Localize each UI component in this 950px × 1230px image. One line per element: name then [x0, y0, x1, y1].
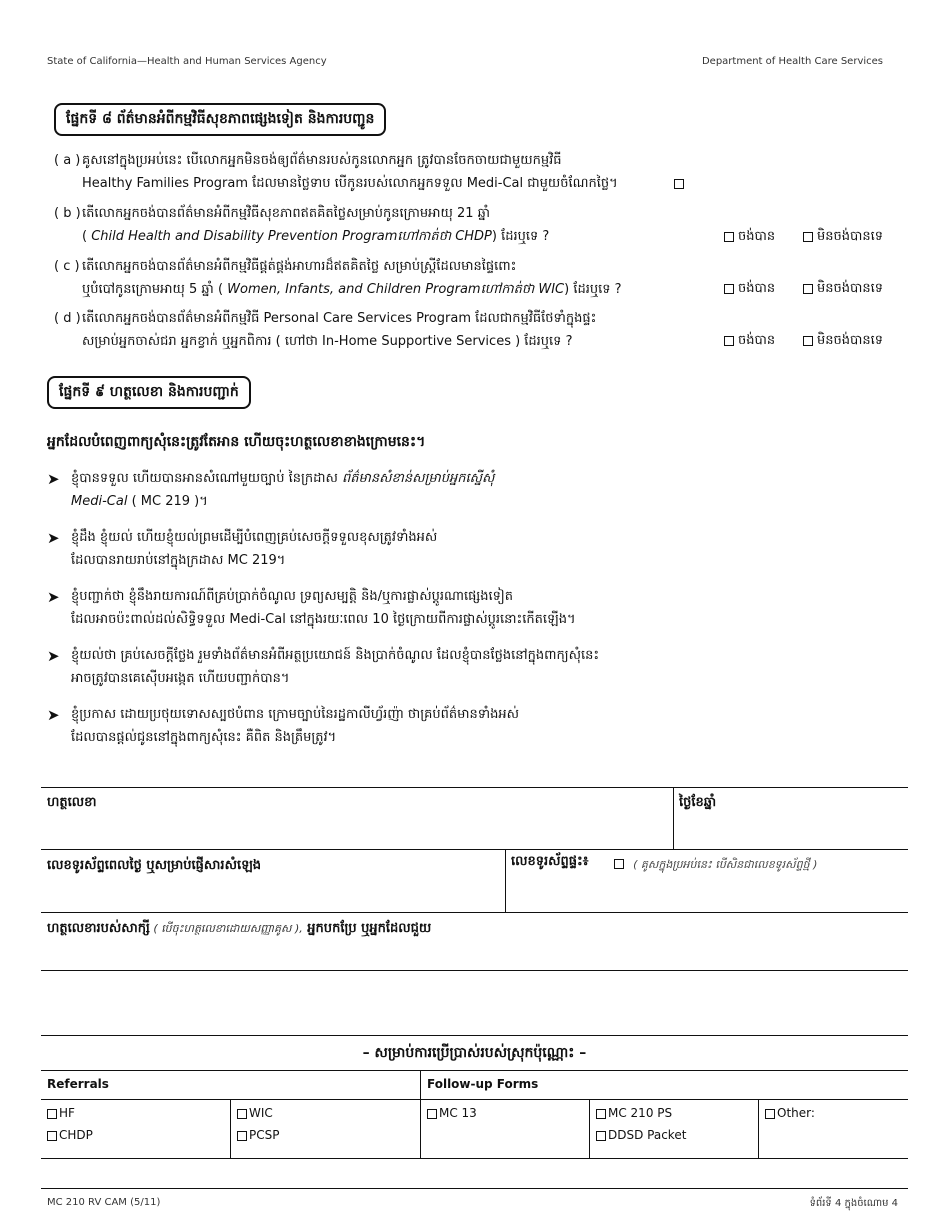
section9-title: ផ្នែកទី ៩ ហត្ថលេខា និងការបញ្ជាក់	[47, 376, 251, 409]
form-rule-4	[41, 970, 908, 971]
wic-label: WIC	[249, 1106, 273, 1120]
question-d-line2: សម្រាប់អ្នកចាស់ជរា អ្នកខ្វាក់ ឬអ្នកពិការ ( ហៅថា In-Home Supportive Services ) ដែរឬទេ ?	[82, 334, 573, 349]
form-divider	[673, 787, 674, 849]
day-phone-field[interactable]	[42, 878, 502, 910]
question-a-line2: Healthy Families Program ដែលមានថ្លៃទាប បើកូនរបស់លោកអ្នកទទួល Medi-Cal ជាមួយចំណែកថ្លៃ។	[82, 176, 618, 191]
arrow-icon: ➤	[47, 706, 60, 724]
question-c-yes-checkbox[interactable]	[724, 284, 734, 294]
form-rule-2	[41, 849, 908, 850]
question-b	[54, 203, 914, 247]
question-b-italic: Child Health and Disability Prevention Programហៅកាត់ថា CHDP	[87, 229, 492, 244]
no-label: មិនចង់បានទេ	[817, 281, 884, 296]
question-c-yes[interactable]	[724, 280, 775, 299]
wic-checkbox[interactable]	[237, 1109, 247, 1119]
interpreter-label: អ្នកបកប្រែ ឬអ្នកដែលជួយ	[302, 921, 432, 936]
county-rule-3	[41, 1099, 908, 1100]
form-rule-3	[41, 912, 908, 913]
page-number: ទំព័រទី 4 ក្នុងចំណោម 4	[809, 1198, 898, 1209]
no-label: មិនចង់បានទេ	[817, 229, 884, 244]
statement-1-text: ខ្ញុំបានទទួល ហើយបានអានសំណៅមួយច្បាប់ នៃក្រដាស	[71, 471, 343, 486]
question-c	[54, 256, 914, 300]
statement-5-line2: ដែលបានផ្តល់ជូននៅក្នុងពាក្យសុំនេះ គឺពិត និងត្រឹមត្រូវ។	[71, 730, 337, 745]
question-d	[54, 308, 914, 352]
other-checkbox[interactable]	[765, 1109, 775, 1119]
followup-label: Follow-up Forms	[427, 1077, 539, 1091]
question-d-label: ( d )	[54, 311, 81, 326]
county-rule-2	[41, 1070, 908, 1071]
other-label: Other:	[777, 1106, 815, 1120]
home-phone-label: លេខទូរស័ព្ទផ្ទះ៖	[511, 854, 589, 869]
county-divider	[230, 1099, 231, 1158]
question-a-label: ( a )	[54, 153, 81, 168]
form-top-rule	[41, 787, 908, 788]
ddsd-option[interactable]	[596, 1128, 686, 1142]
question-b-yes[interactable]	[724, 228, 775, 247]
yes-label: ចង់បាន	[738, 281, 776, 296]
question-d-line1: តើលោកអ្នកចង់បានព័ត៌មានអំពីកម្មវិធី Personal Care Services Program ដែលជាកម្មវិធីថែទាំក្នុងផ្ទះ	[82, 311, 597, 326]
form-divider	[505, 849, 506, 912]
statement-4	[47, 645, 907, 689]
chdp-checkbox[interactable]	[47, 1131, 57, 1141]
county-use-title: – សម្រាប់ការប្រើប្រាស់របស់ស្រុកប៉ុណ្ណោះ –	[362, 1045, 587, 1061]
signature-field[interactable]	[42, 812, 670, 847]
question-d-no[interactable]	[803, 332, 883, 351]
arrow-icon: ➤	[47, 647, 60, 665]
signature-label: ហត្ថលេខា	[47, 795, 97, 810]
ddsd-checkbox[interactable]	[596, 1131, 606, 1141]
question-a-line1: គូសនៅក្នុងប្រអប់នេះ បើលោកអ្នកមិនចង់ឲ្យព័ត៌មានរបស់កូនលោកអ្នក ត្រូវបានចែកចាយជាមួយកម្មវិធី	[82, 153, 562, 168]
question-c-post: ) ដែរឬទេ ?	[564, 282, 622, 297]
witness-note: ( បើចុះហត្ថលេខាដោយសញ្ញាគូស ),	[149, 922, 303, 935]
new-number-checkbox[interactable]	[614, 859, 624, 869]
question-b-line1: តើលោកអ្នកចង់បានព័ត៌មានអំពីកម្មវិធីសុខភាពឥតគិតថ្លៃសម្រាប់កូនក្រោមអាយុ 21 ឆ្នាំ	[82, 206, 491, 221]
question-d-no-checkbox[interactable]	[803, 336, 813, 346]
mc210ps-label: MC 210 PS	[608, 1106, 673, 1120]
question-b-no[interactable]	[803, 228, 883, 247]
statement-3-line2: ដែលអាចប៉ះពាល់ដល់សិទ្ធិទទួល Medi-Cal នៅក្នុងរយៈពេល 10 ថ្ងៃក្រោយពីការផ្លាស់ប្តូរនោះកើតឡើង។	[71, 612, 576, 627]
section8-title: ផ្នែកទី ៨ ព័ត៌មានអំពីកម្មវិធីសុខភាពផ្សេងទៀត និងការបញ្ជូន	[54, 103, 386, 136]
ddsd-label: DDSD Packet	[608, 1128, 687, 1142]
statement-3	[47, 586, 907, 630]
mc13-option[interactable]	[427, 1106, 477, 1120]
question-b-no-checkbox[interactable]	[803, 232, 813, 242]
county-divider	[420, 1070, 421, 1158]
county-divider	[589, 1099, 590, 1158]
question-c-no-checkbox[interactable]	[803, 284, 813, 294]
question-d-yes-checkbox[interactable]	[724, 336, 734, 346]
county-top-rule	[41, 1035, 908, 1036]
statement-4-line2: អាចត្រូវបានគេស៊ើបអង្កេត ហើយបញ្ជាក់បាន។	[71, 671, 290, 686]
pcsp-label: PCSP	[249, 1128, 280, 1142]
yes-label: ចង់បាន	[738, 229, 776, 244]
statement-4-line1: ខ្ញុំយល់ថា គ្រប់សេចក្តីថ្លែង រួមទាំងព័ត៌មានអំពីអត្ថប្រយោជន៍ និងប្រាក់ចំណូល ដែលខ្ញុំបានថ្លែងនៅក្នុងពាក្យសុំនេះ	[71, 648, 600, 663]
question-b-yes-checkbox[interactable]	[724, 232, 734, 242]
chdp-label: CHDP	[59, 1128, 93, 1142]
question-a	[54, 150, 914, 194]
county-divider	[758, 1099, 759, 1158]
date-field[interactable]	[676, 812, 906, 847]
question-d-yes[interactable]	[724, 332, 775, 351]
home-phone-field[interactable]	[508, 878, 906, 910]
statement-5	[47, 704, 907, 748]
question-c-italic: Women, Infants, and Children Programហៅកាត់ថា WIC	[223, 282, 565, 297]
chdp-option[interactable]	[47, 1128, 93, 1142]
yes-label: ចង់បាន	[738, 333, 776, 348]
referrals-label: Referrals	[47, 1077, 109, 1091]
question-c-line1: តើលោកអ្នកចង់បានព័ត៌មានអំពីកម្មវិធីផ្គត់ផ្គង់អាហារដ៏ឥតគិតថ្លៃ សម្រាប់ស្ត្រីដែលមានផ្ទៃពោះ	[82, 259, 517, 274]
hf-checkbox[interactable]	[47, 1109, 57, 1119]
statement-3-line1: ខ្ញុំបញ្ជាក់ថា ខ្ញុំនឹងរាយការណ៍ពីគ្រប់ប្រាក់ចំណូល ទ្រព្យសម្បត្តិ និង/ឬការផ្លាស់ប្តូរណាផ្សេងទៀត	[71, 589, 513, 604]
question-b-label: ( b )	[54, 206, 81, 221]
question-a-checkbox[interactable]	[674, 179, 684, 189]
footer-rule	[41, 1188, 908, 1189]
question-c-pre: ឬបំបៅកូនក្រោមអាយុ 5 ឆ្នាំ (	[82, 282, 224, 297]
statement-1-medi-cal: Medi-Cal	[71, 494, 128, 509]
statement-2-line1: ខ្ញុំដឹង ខ្ញុំយល់ ហើយខ្ញុំយល់ព្រមដើម្បីបំពេញគ្រប់សេចក្តីទទួលខុសត្រូវទាំងអស់	[71, 530, 438, 545]
statement-1	[47, 468, 907, 512]
no-label: មិនចង់បានទេ	[817, 333, 884, 348]
hf-option[interactable]	[47, 1106, 75, 1120]
arrow-icon: ➤	[47, 529, 60, 547]
statement-2	[47, 527, 907, 571]
county-bottom-rule	[41, 1158, 908, 1159]
section9-intro: អ្នកដែលបំពេញពាក្យសុំនេះត្រូវតែអាន ហើយចុះហត្ថលេខាខាងក្រោមនេះ។	[47, 434, 426, 450]
arrow-icon: ➤	[47, 588, 60, 606]
date-label: ថ្ងៃខែឆ្នាំ	[679, 795, 717, 810]
day-phone-label: លេខទូរស័ព្ទពេលថ្ងៃ ឬសម្រាប់ផ្ញើសារសំឡេង	[47, 858, 262, 873]
question-c-no[interactable]	[803, 280, 883, 299]
question-b-post: ) ដែរឬទេ ?	[491, 229, 550, 244]
mc13-checkbox[interactable]	[427, 1109, 437, 1119]
mc210ps-option[interactable]	[596, 1106, 672, 1120]
witness-field[interactable]	[42, 940, 906, 968]
statement-2-line2: ដែលបានរាយរាប់នៅក្នុងក្រដាស MC 219។	[71, 553, 286, 568]
other-option[interactable]	[765, 1106, 815, 1120]
statement-1-form: ( MC 219 )។	[127, 494, 208, 509]
pcsp-checkbox[interactable]	[237, 1131, 247, 1141]
mc13-label: MC 13	[439, 1106, 477, 1120]
form-number: MC 210 RV CAM (5/11)	[47, 1197, 161, 1208]
department-header: Department of Health Care Services	[701, 56, 883, 67]
wic-option[interactable]	[237, 1106, 273, 1120]
agency-header: State of California—Health and Human Services Agency	[47, 56, 327, 67]
hf-label: HF	[59, 1106, 75, 1120]
mc210ps-checkbox[interactable]	[596, 1109, 606, 1119]
question-c-label: ( c )	[54, 259, 80, 274]
home-phone-note: ( គូសក្នុងប្រអប់នេះ បើសិនជាលេខទូរស័ព្ទថ្មី )	[633, 858, 818, 871]
witness-label: ហត្ថលេខារបស់សាក្សី	[47, 921, 150, 936]
arrow-icon: ➤	[47, 470, 60, 488]
pcsp-option[interactable]	[237, 1128, 279, 1142]
question-b-pre: (	[82, 229, 88, 244]
statement-1-italic: ព័ត៌មានសំខាន់សម្រាប់អ្នកស្នើសុំ	[342, 471, 495, 486]
statement-5-line1: ខ្ញុំប្រកាស ដោយប្រថុយទោសស្បថបំពាន ក្រោមច្បាប់នៃរដ្ឋកាលីហ្វ័រញ៉ា ថាគ្រប់ព័ត៌មានទាំងអស់	[71, 707, 520, 722]
